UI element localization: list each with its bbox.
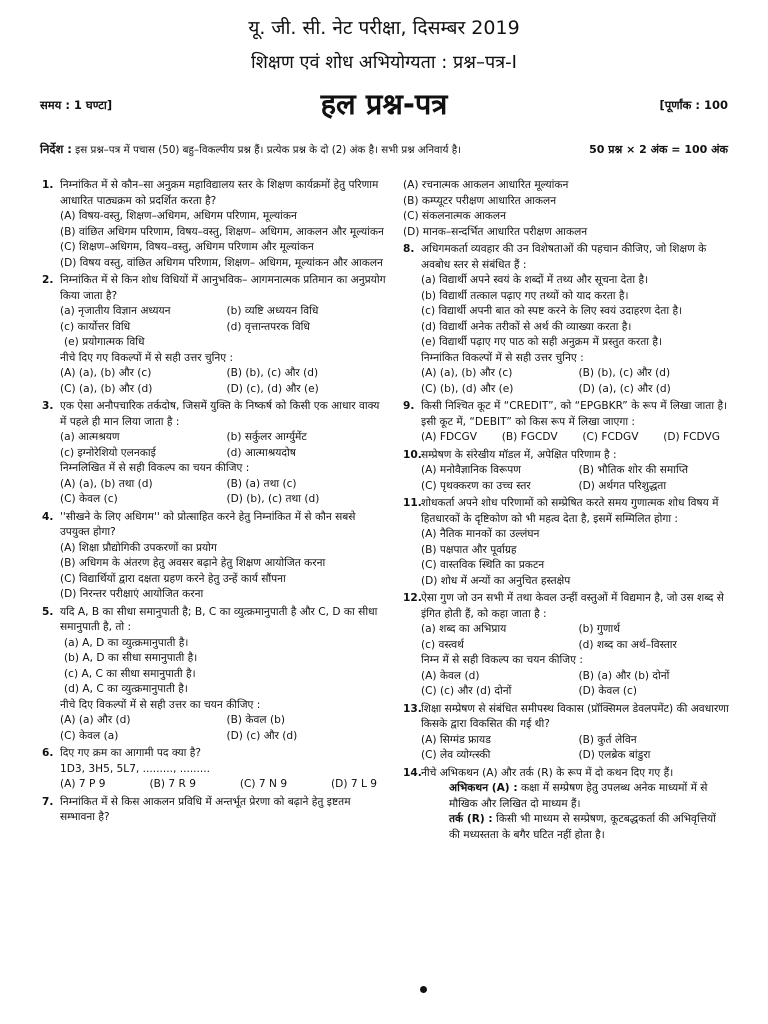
option: (B) भौतिक शोर की समाप्ति (578, 464, 689, 476)
option: (B) कम्प्यूटर परीक्षण आधारित आकलन (403, 194, 557, 207)
reason-label: तर्क (R) : (449, 813, 493, 825)
question-number: 7. (42, 795, 54, 808)
prompt: निम्नांकित विकल्पों में से सही उत्तर चुनिए : (421, 351, 584, 364)
sequence: 1D3, 3H5, 5L7, ........., ......... (60, 762, 211, 775)
option: (B) (a) और (b) दोनों (578, 669, 670, 682)
prompt: नीचे दिए विकल्पों में से सही उत्तर का चयन कीजिए : (60, 698, 261, 711)
question-11 (403, 496, 730, 589)
option: (C) पृथक्करण का उच्च स्तर (421, 479, 531, 492)
option: (C) केवल (c) (60, 493, 118, 505)
left-column (42, 178, 387, 828)
option: (C) 7 N 9 (239, 778, 288, 790)
question-number: 11. (403, 497, 422, 509)
question-number: 3. (42, 400, 54, 412)
option: (B) (a) तथा (c) (226, 477, 297, 490)
option: (D) (b), (c) तथा (d) (226, 493, 320, 505)
question-1 (42, 178, 387, 271)
question-text: अधिगमकर्ता व्यवहार की उन विशेषताओं की पहचान कीजिए, जो शिक्षण के अवबोध स्तर से संबंधित हैं : (421, 243, 707, 271)
question-text: निम्नांकित में से कौन–सा अनुक्रम महाविद्यालय स्तर के शिक्षण कार्यक्रमों हेतु परिणाम आधारित पाठ्यक्रम को प्रदर्शित करता है? (60, 179, 379, 207)
question-text: शिक्षा सम्प्रेषण से संबंधित समीपस्थ विकास (प्रॉक्सिमल डेवलपमेंट) की अवधारणा किसके द्वारा विकसित की गई थी? (421, 702, 729, 730)
option: (D) (c) और (d) (226, 729, 298, 742)
question-text: एक ऐसा अनौपचारिक तर्कदोष, जिसमें युक्ति के निष्कर्ष को किसी एक आधार वाक्य में पहले ही मान लिया जाता है : (60, 400, 380, 428)
reason (421, 812, 730, 843)
question-2 (42, 273, 387, 397)
option: (A) (a), (b) तथा (d) (60, 477, 153, 490)
option: (D) (a), (c) और (d) (578, 382, 671, 395)
statement: (a) आत्मश्रयण (60, 431, 120, 443)
option: (B) पक्षपात और पूर्वाग्रह (421, 543, 517, 556)
option: (B) FGCDV (501, 431, 558, 443)
option: (A) शिक्षा प्रौद्योगिकी उपकरणों का प्रयोग (60, 541, 217, 554)
question-number: 12. (403, 592, 422, 604)
question-number: 4. (42, 510, 54, 523)
question-7 (42, 795, 387, 826)
page-title: हल प्रश्न-पत्र (320, 87, 448, 121)
statement: (b) सर्कुलर आर्ग्युमेंट (226, 431, 307, 443)
option: (C) विद्यार्थियों द्वारा दक्षता ग्रहण करने हेतु उन्हें कार्य सौंपना (60, 572, 286, 585)
statement: (a) नृजातीय विज्ञान अध्ययन (60, 305, 171, 317)
marks-formula: 50 प्रश्न × 2 अंक = 100 अंक (589, 143, 728, 156)
option: (C) लेव व्योग्त्स्की (421, 749, 491, 761)
option: (A) 7 P 9 (60, 778, 106, 790)
exam-title: यू. जी. सी. नेट परीक्षा, दिसम्बर 2019 (248, 17, 520, 39)
option: (B) केवल (b) (226, 714, 285, 726)
option: (A) रचनात्मक आकलन आधारित मूल्यांकन (403, 179, 569, 191)
option: (B) (b), (c) और (d) (578, 367, 671, 379)
prompt: नीचे दिए गए विकल्पों में से सही उत्तर चुनिए : (60, 351, 234, 364)
question-text: ऐसा गुण जो उन सभी में तथा केवल उन्हीं वस्तुओं में विद्यमान है, जो उस शब्द से इंगित होती हैं, को कहा जाता है : (421, 592, 724, 620)
option: (A) FDCGV (421, 431, 477, 443)
question-text: यदि A, B का सीधा समानुपाती है; B, C का व्युत्क्रमानुपाती है और C, D का सीधा समानुपाती है, तो : (60, 605, 378, 633)
option: (D) विषय वस्तु, वांछित अधिगम परिणाम, शिक्षण– अधिगम, मूल्यांकन और आकलन (60, 256, 383, 269)
option: (D) मानक–सन्दर्भित आधारित परीक्षण आकलन (403, 225, 588, 238)
statement: (b) व्यष्टि अध्ययन विधि (226, 305, 319, 317)
statement: (e) प्रयोगात्मक विधि (64, 336, 145, 348)
statement: (a) शब्द का अभिप्राय (421, 623, 507, 635)
question-text: किसी निश्चित कूट में “CREDIT”, को “EPGBKR” के रूप में लिखा जाता है। इसी कूट में, “DEBIT” को किस रूप में लिखा जाएगा : (421, 400, 728, 428)
option: (A) विषय-वस्तु, शिक्षण–अधिगम, अधिगम परिणाम, मूल्यांकन (60, 210, 297, 222)
statement: (c) कार्योत्तर विधि (60, 320, 131, 333)
question-number: 5. (42, 605, 54, 618)
question-number: 9. (403, 400, 415, 412)
option: (C) (c) और (d) दोनों (421, 685, 512, 697)
statement: (b) विद्यार्थी तत्काल पढ़ाए गए तथ्यों को याद करता है। (421, 289, 629, 302)
instruction-text: इस प्रश्न–पत्र में पचास (50) बहु–विकल्पीय प्रश्न हैं। प्रत्येक प्रश्न के दो (2) अंक है। सभी प्रश्न अनिवार्य है। (75, 144, 462, 156)
question-4 (42, 510, 387, 603)
question-9 (403, 399, 730, 446)
option: (A) (a), (b) और (c) (421, 367, 513, 379)
instruction-label: निर्देश : (40, 142, 72, 156)
option: (D) केवल (c) (578, 685, 637, 697)
statement: (d) वृत्तान्तपरक विधि (226, 320, 310, 333)
question-8 (403, 242, 730, 397)
question-text: ''सीखने के लिए अधिगम'' को प्रोत्साहित करने हेतु निम्नांकित में से कौन सबसे उपयुक्त होगा? (60, 510, 356, 538)
statement: (c) इग्नोरेशियो एलनकाई (60, 446, 156, 459)
option: (A) सिग्मंड फ्रायड (421, 733, 491, 746)
option: (A) नैतिक मानकों का उल्लंघन (421, 528, 540, 540)
question-number: 2. (42, 274, 54, 286)
assertion (421, 781, 730, 812)
statement: (d) A, C का व्युत्क्रमानुपाती है। (64, 683, 188, 695)
reason-text: किसी भी माध्यम से सम्प्रेषण, कूटबद्धकर्ता की अभिवृत्तियों की मध्यस्तता के बगैर घटित नहीं होता है। (449, 813, 716, 841)
statement: (b) गुणार्थ (578, 623, 620, 635)
statement: (c) विद्यार्थी अपनी बात को स्पष्ट करने के लिए स्वयं उदाहरण देता है। (421, 305, 683, 317)
option: (B) वांछित अधिगम परिणाम, विषय–वस्तु, शिक्षण– अधिगम, आकलन और मूल्यांकन (60, 225, 384, 238)
option: (A) (a) और (d) (60, 714, 131, 726)
option: (C) शिक्षण–अधिगम, विषय–वस्तु, अधिगम परिणाम और मूल्यांकन (60, 241, 314, 253)
question-number: 6. (42, 747, 54, 759)
option: (D) 7 L 9 (331, 778, 377, 790)
option: (D) शोध में अन्यों का अनुचित हस्तक्षेप (421, 574, 571, 587)
option: (A) केवल (d) (421, 669, 480, 682)
question-13 (403, 702, 730, 764)
question-text: शोधकर्ता अपने शोध परिणामों को सम्प्रेषित करते समय गुणात्मक शोध विषय में हितधारकों के दृष्टिकोण को भी महत्व देता है, इसमें सम्मिलित होगा : (421, 497, 719, 525)
option: (A) (a), (b) और (c) (60, 367, 152, 379)
question-number: 14. (403, 766, 422, 779)
option: (C) (a), (b) और (d) (60, 382, 153, 395)
question-14 (403, 766, 730, 844)
option: (A) मनोवैज्ञानिक विरूपण (421, 464, 521, 476)
prompt: निम्न में से सही विकल्प का चयन कीजिए : (421, 654, 583, 666)
statement: (a) विद्यार्थी अपने स्वयं के शब्दों में तथ्य और सूचना देता है। (421, 274, 649, 286)
question-5 (42, 605, 387, 745)
option: (D) (c), (d) और (e) (226, 382, 319, 395)
option: (D) एलब्रेक बांडुरा (578, 749, 651, 761)
statement: (d) आत्माश्रयदोष (226, 446, 296, 459)
option: (D) अर्थगत परिशुद्धता (578, 479, 667, 492)
option: (B) 7 R 9 (149, 778, 196, 790)
statement: (c) A, C का सीधा समानुपाती है। (64, 667, 196, 680)
option: (D) निरन्तर परीक्षाएं आयोजित करना (60, 588, 204, 600)
question-3 (42, 399, 387, 508)
option: (C) (b), (d) और (e) (421, 382, 514, 395)
question-number: 13. (403, 702, 422, 715)
time-label: समय : 1 घण्टा] (40, 98, 113, 112)
question-text: दिए गए क्रम का आगामी पद क्या है? (60, 747, 202, 759)
marks-label: [पूर्णांक : 100 (659, 98, 728, 112)
prompt: निम्नलिखित में से सही विकल्प का चयन कीजिए : (60, 462, 250, 474)
statement: (c) वस्त्वर्थ (421, 638, 464, 651)
question-7-options (403, 178, 730, 240)
question-number: 8. (403, 243, 415, 255)
question-text: निम्नांकित में से किन शोध विधियों में आनुभविक– आगमनात्मक प्रतिमान का अनुप्रयोग किया जाता है? (60, 274, 386, 302)
option: (B) (b), (c) और (d) (226, 367, 319, 379)
question-10 (403, 448, 730, 495)
option: (C) FCDGV (582, 431, 639, 443)
statement: (b) A, D का सीधा समानुपाती है। (64, 652, 198, 664)
statement: (a) A, D का व्युत्क्रमानुपाती है। (64, 636, 189, 649)
paper-subtitle: शिक्षण एवं शोध अभियोग्यता : प्रश्न–पत्र-I (251, 52, 517, 73)
question-6 (42, 746, 387, 793)
option: (C) संकलनात्मक आकलन (403, 210, 506, 222)
option: (B) कुर्त लेविन (578, 733, 637, 746)
bullet-dot (420, 986, 427, 993)
statement: (d) शब्द का अर्थ–विस्तार (578, 638, 677, 651)
statement: (e) विद्यार्थी पढ़ाए गए पाठ को सही अनुक्रम में प्रस्तुत करता है। (421, 336, 663, 348)
option: (D) FCDVG (663, 431, 720, 443)
question-text: सम्प्रेषण के संरेखीय मॉडल में, अपेक्षित परिणाम है : (421, 448, 617, 461)
option: (C) वास्तविक स्थिति का प्रकटन (421, 559, 545, 571)
question-number: 1. (42, 179, 54, 191)
question-number: 10. (403, 448, 422, 461)
question-text: नीचे अभिकथन (A) और तर्क (R) के रूप में दो कथन दिए गए हैं। (421, 766, 674, 779)
right-column (403, 178, 730, 845)
statement: (d) विद्यार्थी अनेक तरीकों से अर्थ की व्याख्या करता है। (421, 320, 632, 333)
option: (C) केवल (a) (60, 729, 119, 742)
assertion-text: कक्षा में सम्प्रेषण हेतु उपलब्ध अनेक माध्यमों में से मौखिक और लिखित दो माध्यम हैं। (449, 782, 708, 810)
question-12 (403, 591, 730, 700)
assertion-label: अभिकथन (A) : (449, 782, 518, 794)
option: (B) अधिगम के अंतरण हेतु अवसर बढ़ाने हेतु शिक्षण आयोजित करना (60, 557, 326, 569)
question-text: निम्नांकित में से किस आकलन प्रविधि में अन्तर्भूत प्रेरणा को बढ़ाने हेतु इष्टतम सम्भावना है? (60, 795, 351, 823)
